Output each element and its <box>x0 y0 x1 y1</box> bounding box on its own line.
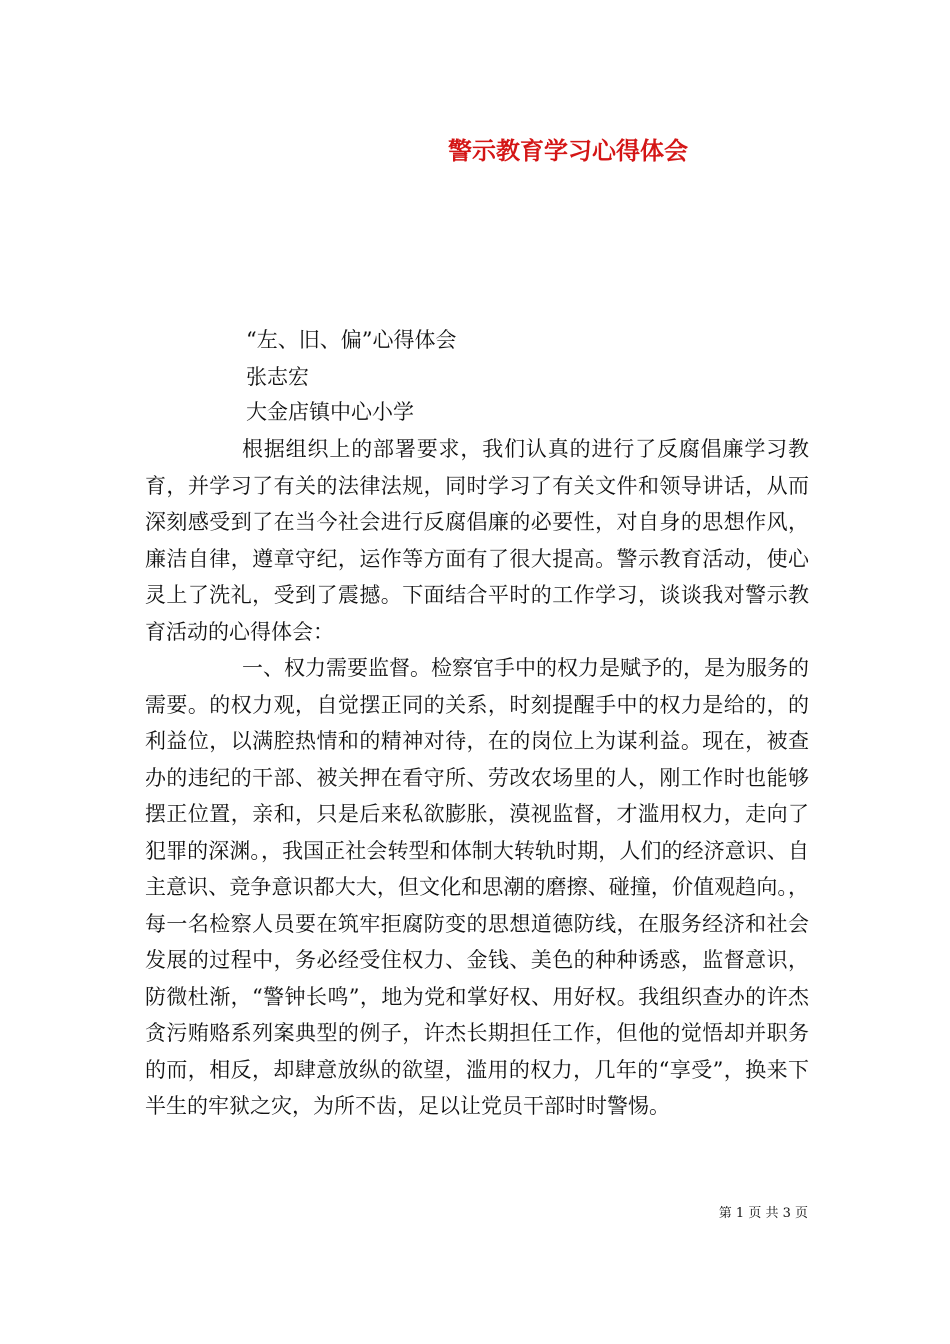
paragraph-intro: 根据组织上的部署要求，我们认真的进行了反腐倡廉学习教育，并学习了有关的法律法规，同时学习了有关文件和领导讲话，从而深刻感受到了在当今社会进行反腐倡廉的必要性，对自身的思想作风，廉洁自律，遵章守纪，运作等方面有了很大提高。警示教育活动，使心灵上了洗礼，受到了震撼。下面结合平时的工作学习，谈谈我对警示教育活动的心得体会： <box>145 437 809 644</box>
page-number: 第 1 页 共 3 页 <box>718 1206 808 1221</box>
author-organization: 大金店镇中心小学 <box>246 400 414 424</box>
author-name: 张志宏 <box>246 365 309 389</box>
document-title: 警示教育学习心得体会 <box>448 137 688 165</box>
essay-subtitle: “左、旧、偏”心得体会 <box>246 328 457 352</box>
paragraph-power-supervision: 一、权力需要监督。检察官手中的权力是赋予的，是为服务的需要。的权力观，自觉摆正同的关系，时刻提醒手中的权力是给的，的利益位，以满腔热情和的精神对待，在的岗位上为谋利益。现在，被查办的违纪的干部、被关押在看守所、劳改农场里的人，刚工作时也能够摆正位置，亲和，只是后来私欲膨胀，漠视监督，才滥用权力，走向了犯罪的深渊。，我国正社会转型和体制大转轨时期，人们的经济意识、自主意识、竞争意识都大大，但文化和思潮的磨擦、碰撞，价值观趋向。，每一名检察人员要在筑牢拒腐防变的思想道德防线，在服务经济和社会发展的过程中，务必经受住权力、金钱、美色的种种诱惑，监督意识，防微杜渐，“警钟长鸣”，地为党和掌好权、用好权。我组织查办的许杰贪污贿赂系列案典型的例子，许杰长期担任工作，但他的觉悟却并职务的而，相反，却肆意放纵的欲望，滥用的权力，几年的“享受”，换来下半生的牢狱之灾，为所不齿，足以让党员干部时时警惕。 <box>145 656 809 1118</box>
document-body <box>145 431 809 1125</box>
